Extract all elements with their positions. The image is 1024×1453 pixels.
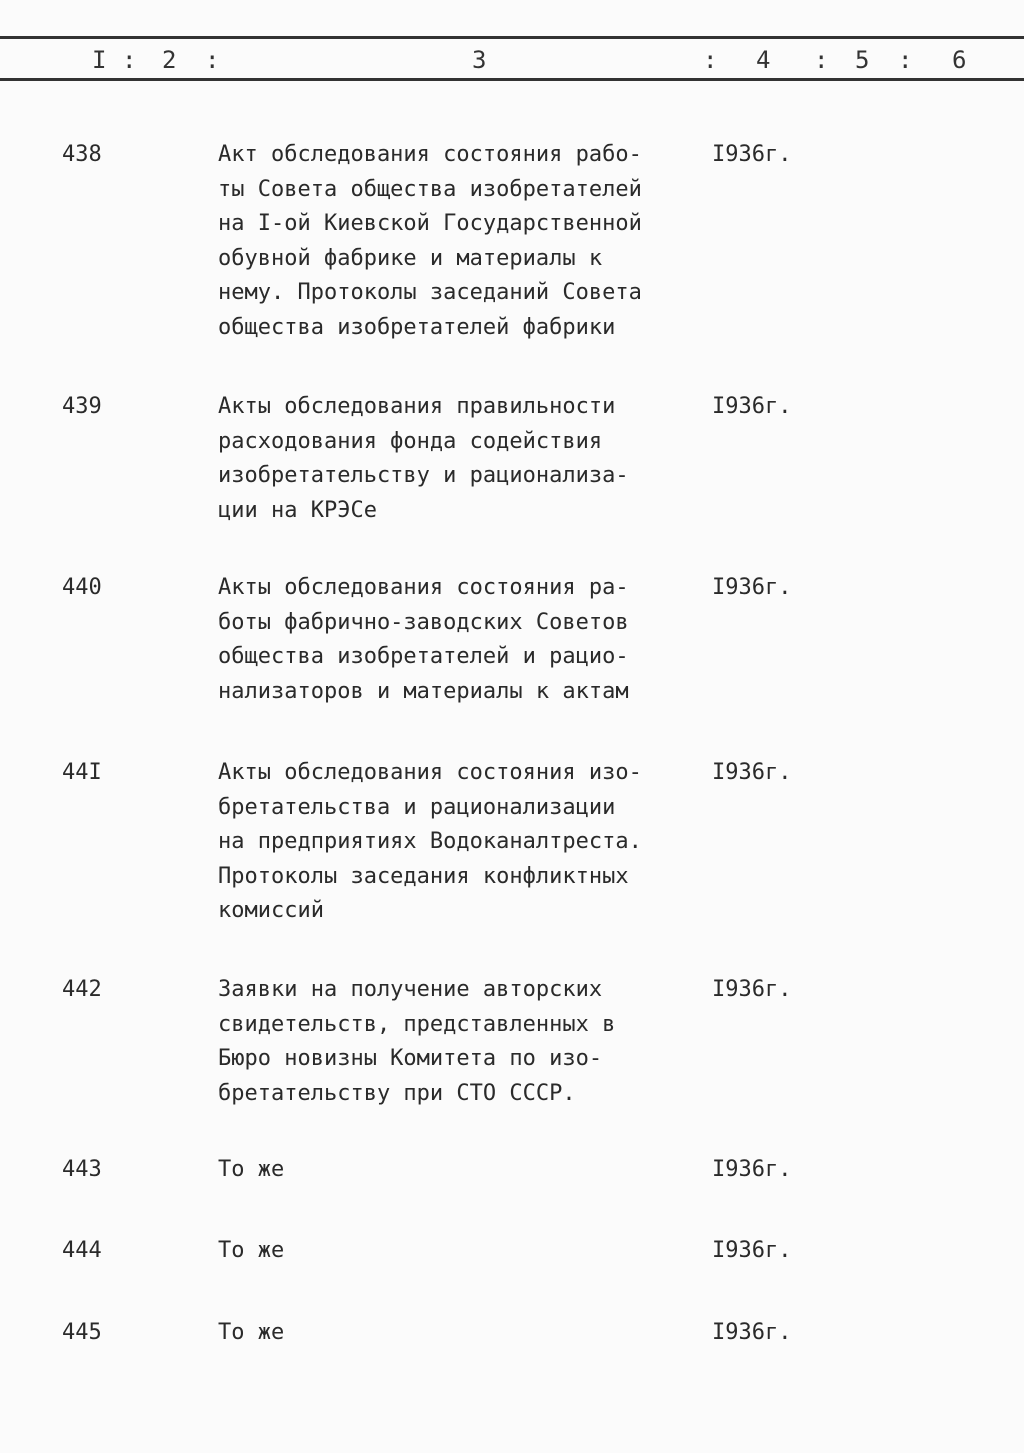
entry-year: I936г. bbox=[712, 1157, 792, 1182]
entry-number: 444 bbox=[62, 1238, 102, 1263]
entry-year: I936г. bbox=[712, 394, 792, 419]
entry-description: То же bbox=[218, 1320, 285, 1345]
entry-description: Акт обследования состояния рабо- ты Совета общества изобретателей на I-ой Киевской Государственной обувной фабрике и материалы к нему. Протоколы заседаний Совета общества изобретателей фабрики bbox=[218, 142, 642, 340]
entry-year: I936г. bbox=[712, 1238, 792, 1263]
entry-year: I936г. bbox=[712, 760, 792, 785]
entry-description: То же bbox=[218, 1238, 285, 1263]
entry-year: I936г. bbox=[712, 575, 792, 600]
header-top-rule bbox=[0, 36, 1024, 39]
col-5-label: 5 bbox=[855, 46, 870, 74]
entry-number: 445 bbox=[62, 1320, 102, 1345]
col-3-label: 3 bbox=[472, 46, 487, 74]
entry-year: I936г. bbox=[712, 1320, 792, 1345]
entry-description: Акты обследования состояния изо- бретательства и рационализации на предприятиях Водоканалтреста. Протоколы заседания конфликтных комиссий bbox=[218, 760, 642, 923]
entry-description: Заявки на получение авторских свидетельств, представленных в Бюро новизны Комитета по изо- бретательству при СТО СССР. bbox=[218, 977, 616, 1106]
col-sep: : bbox=[898, 46, 913, 74]
col-4-label: 4 bbox=[756, 46, 771, 74]
entry-number: 438 bbox=[62, 142, 102, 167]
col-6-label: 6 bbox=[952, 46, 967, 74]
entry-year: I936г. bbox=[712, 977, 792, 1002]
col-sep: : bbox=[814, 46, 829, 74]
entry-year: I936г. bbox=[712, 142, 792, 167]
entry-number: 439 bbox=[62, 394, 102, 419]
header-bottom-rule bbox=[0, 78, 1024, 81]
col-sep: : bbox=[205, 46, 220, 74]
col-2-label: 2 bbox=[162, 46, 177, 74]
col-1-label: I bbox=[92, 46, 107, 74]
entry-description: Акты обследования состояния ра- боты фабрично-заводских Советов общества изобретателей и рацио- нализаторов и материалы к актам bbox=[218, 575, 629, 704]
entry-number: 442 bbox=[62, 977, 102, 1002]
col-sep: : bbox=[122, 46, 137, 74]
entry-number: 443 bbox=[62, 1157, 102, 1182]
entry-number: 440 bbox=[62, 575, 102, 600]
entry-description: Акты обследования правильности расходования фонда содействия изобретательству и рационализа- ции на КРЭСе bbox=[218, 394, 629, 523]
entry-number: 44I bbox=[62, 760, 102, 785]
entry-description: То же bbox=[218, 1157, 285, 1182]
col-sep: : bbox=[703, 46, 718, 74]
